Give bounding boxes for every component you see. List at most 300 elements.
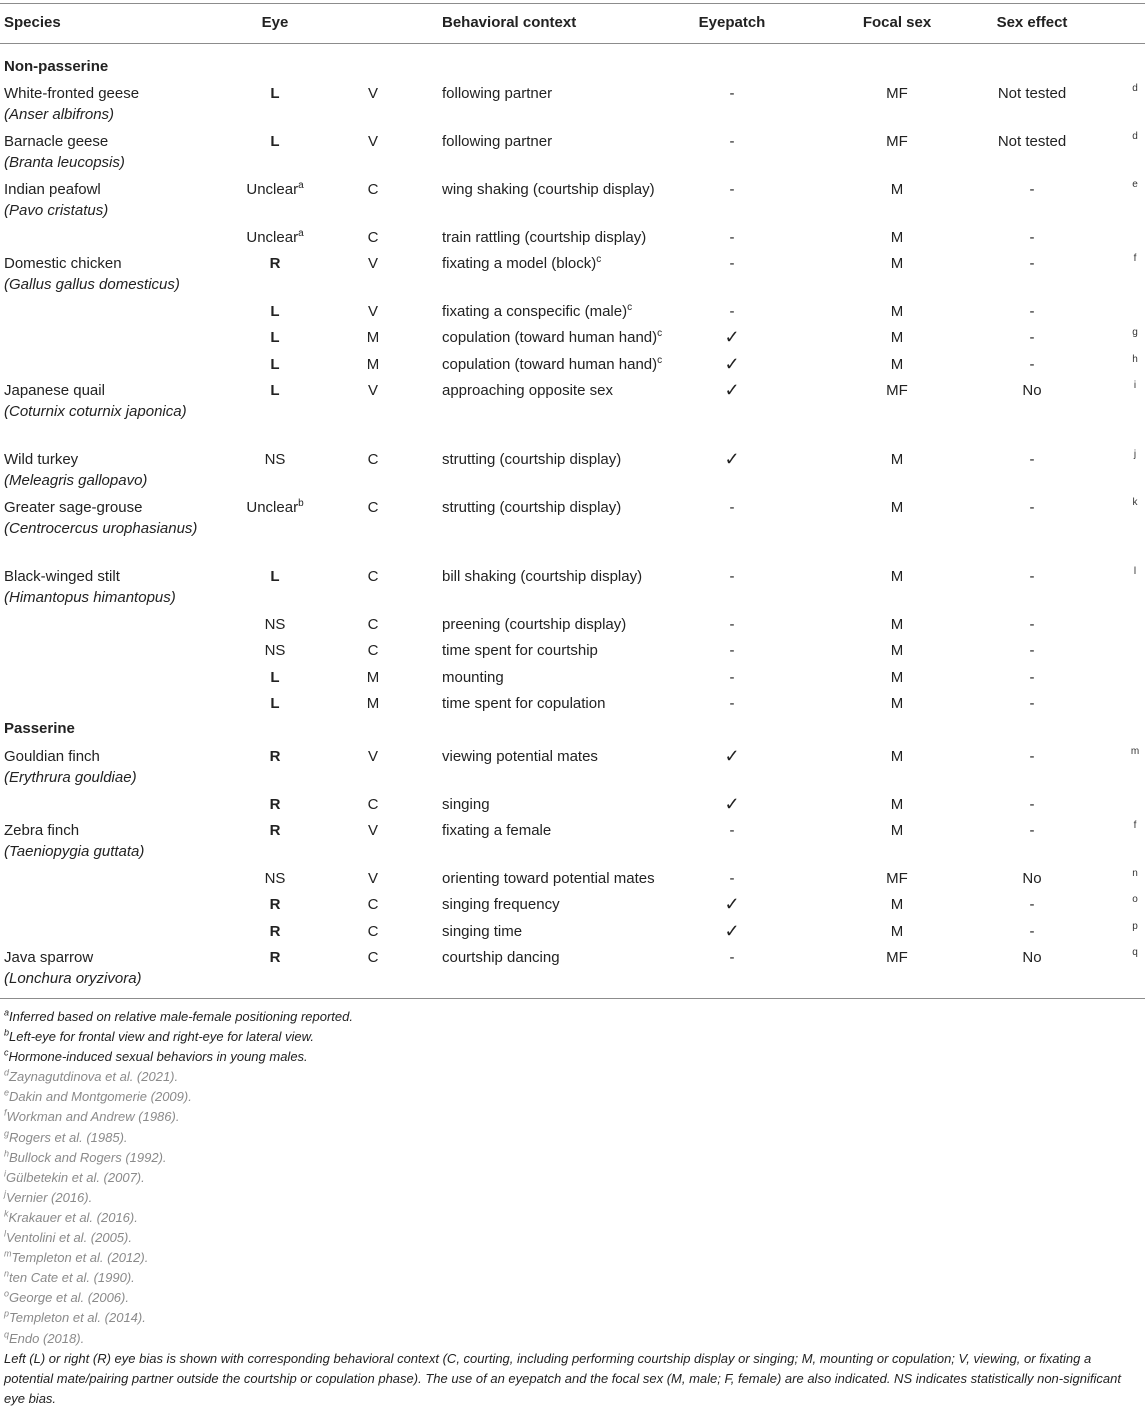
focal-sex-cell — [850, 667, 944, 688]
eye-cell-text: L — [270, 85, 280, 102]
footnote — [4, 1007, 1142, 1027]
sex-effect-cell-text: - — [1029, 695, 1035, 712]
behavioral-context-cell-text: bill shaking (courtship display) — [442, 568, 643, 585]
sex-effect-cell — [972, 746, 1092, 767]
eyepatch-cell-text: - — [729, 949, 735, 966]
eyepatch-cell — [700, 921, 764, 942]
eyepatch-cell — [700, 301, 764, 322]
context-type-cell — [350, 746, 396, 767]
species-common-name: Japanese quail — [4, 382, 105, 399]
sex-effect-cell-text: - — [1029, 923, 1035, 940]
eyepatch-cell — [700, 566, 764, 587]
footnote[interactable] — [4, 1308, 1142, 1328]
eyepatch-cell-text: - — [729, 695, 735, 712]
sex-effect-cell-text: Not tested — [997, 133, 1067, 150]
footnote[interactable] — [4, 1128, 1142, 1148]
reference-mark — [1128, 327, 1142, 339]
behavioral-context-cell — [442, 693, 605, 714]
eyepatch-cell-text: ✓ — [724, 894, 740, 914]
species-scientific-name: (Pavo cristatus) — [4, 202, 109, 219]
sex-effect-cell — [972, 868, 1092, 889]
eye-cell-text: R — [269, 796, 281, 813]
footnote[interactable] — [4, 1168, 1142, 1188]
sex-effect-cell-text: - — [1029, 642, 1035, 659]
context-type-cell — [350, 868, 396, 889]
focal-sex-cell-text: MF — [886, 870, 908, 887]
eye-cell-text: R — [269, 923, 281, 940]
sex-effect-cell-text: - — [1029, 568, 1035, 585]
behavioral-context-cell-text: approaching opposite sex — [442, 382, 613, 399]
footnotes — [4, 1007, 1142, 1409]
reference-mark — [1128, 497, 1142, 509]
eyepatch-cell — [700, 947, 764, 968]
sex-effect-cell — [972, 131, 1092, 152]
context-type-cell — [350, 921, 396, 942]
behavioral-context-cell-text: orienting toward potential mates — [442, 870, 655, 887]
sex-effect-cell-text: - — [1029, 451, 1035, 468]
reference-mark-text: e — [1132, 179, 1138, 190]
context-type-cell-text: M — [366, 669, 380, 686]
reference-mark — [1128, 83, 1142, 95]
eye-cell-text: R — [269, 822, 281, 839]
context-type-cell — [350, 640, 396, 661]
eye-cell-text: L — [270, 329, 280, 346]
eyepatch-cell-text: ✓ — [724, 921, 740, 941]
context-type-cell — [350, 227, 396, 248]
eye-cell — [230, 921, 320, 942]
focal-sex-cell-text: MF — [886, 85, 908, 102]
eyepatch-cell — [700, 380, 764, 401]
species-scientific-name: (Lonchura oryzivora) — [4, 970, 142, 987]
species-cell — [4, 179, 204, 221]
behavioral-context-cell — [442, 868, 655, 889]
eye-cell-text: Unclear — [246, 499, 299, 516]
sex-effect-cell — [972, 894, 1092, 915]
footnote-mark: p — [4, 1309, 10, 1320]
behavioral-context-cell — [442, 947, 560, 968]
footnote-text: George et al. (2006). — [9, 1290, 129, 1306]
focal-sex-cell-text: MF — [886, 382, 908, 399]
eyepatch-cell-text: ✓ — [724, 327, 740, 347]
sex-effect-cell-text: - — [1029, 896, 1035, 913]
top-rule — [0, 3, 1145, 4]
behavioral-context-cell-text: singing frequency — [442, 896, 560, 913]
context-type-cell-text: C — [367, 568, 379, 585]
eyepatch-cell — [700, 327, 764, 348]
behavioral-context-cell — [442, 497, 621, 518]
sex-effect-cell-text: - — [1029, 181, 1035, 198]
context-type-cell — [350, 449, 396, 470]
sex-effect-cell-text: Not tested — [997, 85, 1067, 102]
eye-cell — [230, 327, 320, 348]
footnote-text: ten Cate et al. (1990). — [9, 1270, 135, 1286]
behavioral-context-cell-text: viewing potential mates — [442, 748, 598, 765]
species-common-name: Barnacle geese — [4, 133, 109, 150]
eyepatch-cell — [700, 354, 764, 375]
eye-cell-text: L — [270, 669, 280, 686]
footnote-text: Hormone-induced sexual behaviors in young males. — [8, 1049, 308, 1065]
reference-mark — [1128, 253, 1142, 265]
footnote-text: Bullock and Rogers (1992). — [9, 1149, 167, 1165]
species-cell — [4, 253, 204, 295]
header-eyepatch: Eyepatch — [698, 14, 766, 31]
species-scientific-name: (Himantopus himantopus) — [4, 589, 176, 606]
reference-mark-text: h — [1132, 354, 1138, 365]
reference-mark-text: d — [1132, 83, 1138, 94]
reference-mark-text: o — [1132, 894, 1138, 905]
eyepatch-cell-text: - — [729, 133, 735, 150]
species-scientific-name: (Erythrura gouldiae) — [4, 769, 137, 786]
focal-sex-cell-text: MF — [886, 949, 908, 966]
footnote-text: Inferred based on relative male-female positioning reported. — [9, 1009, 353, 1024]
behavioral-context-cell-text: strutting (courtship display) — [442, 451, 622, 468]
eyepatch-cell — [700, 83, 764, 104]
behavioral-context-cell-text: fixating a female — [442, 822, 552, 839]
context-type-cell-text: V — [367, 255, 378, 272]
focal-sex-cell-text: M — [890, 796, 904, 813]
behavioral-context-cell-text: following partner — [442, 85, 553, 102]
focal-sex-cell — [850, 693, 944, 714]
sex-effect-cell — [972, 693, 1092, 714]
species-scientific-name: (Branta leucopsis) — [4, 154, 125, 171]
species-cell — [4, 83, 204, 125]
focal-sex-cell — [850, 354, 944, 375]
footnote-mark: k — [4, 1208, 9, 1219]
focal-sex-cell — [850, 820, 944, 841]
context-type-cell — [350, 179, 396, 200]
context-type-cell-text: C — [367, 181, 379, 198]
focal-sex-cell-text: M — [890, 748, 904, 765]
focal-sex-cell-text: M — [890, 303, 904, 320]
behavioral-context-cell-superscript: c — [657, 328, 663, 339]
context-type-cell — [350, 693, 396, 714]
sex-effect-cell — [972, 380, 1092, 401]
behavioral-context-cell — [442, 614, 626, 635]
behavioral-context-cell — [442, 746, 598, 767]
context-type-cell-text: V — [367, 382, 378, 399]
footnote-mark: d — [4, 1067, 10, 1078]
footnote-text: Ventolini et al. (2005). — [6, 1230, 132, 1246]
eye-cell — [230, 667, 320, 688]
context-type-cell-text: C — [367, 642, 379, 659]
species-cell — [4, 497, 204, 539]
footnote-mark: l — [4, 1228, 6, 1239]
footnote — [4, 1047, 1142, 1067]
eye-cell — [230, 449, 320, 470]
behavioral-context-cell-text: singing time — [442, 923, 523, 940]
behavioral-context-cell — [442, 327, 662, 348]
context-type-cell-text: V — [367, 822, 378, 839]
footnote-text: Left-eye for frontal view and right-eye for lateral view. — [9, 1029, 314, 1045]
sex-effect-cell — [972, 947, 1092, 968]
context-type-cell — [350, 327, 396, 348]
footnote[interactable] — [4, 1228, 1142, 1248]
behavioral-context-cell — [442, 449, 621, 470]
footnote-text: Gülbetekin et al. (2007). — [6, 1169, 145, 1185]
reference-mark-text: l — [1133, 566, 1137, 577]
species-cell — [4, 820, 204, 862]
eyepatch-cell-text: - — [729, 822, 735, 839]
eye-cell-superscript: a — [298, 228, 304, 239]
context-type-cell-text: V — [367, 748, 378, 765]
focal-sex-cell — [850, 640, 944, 661]
context-type-cell-text: C — [367, 796, 379, 813]
focal-sex-cell — [850, 131, 944, 152]
focal-sex-cell-text: M — [890, 255, 904, 272]
behavioral-context-cell-text: fixating a model (block) — [442, 255, 597, 272]
reference-mark — [1128, 868, 1142, 880]
species-common-name: Zebra finch — [4, 822, 80, 839]
context-type-cell — [350, 614, 396, 635]
footnote-text: Krakauer et al. (2016). — [8, 1209, 138, 1225]
eyepatch-cell-text: - — [729, 229, 735, 246]
focal-sex-cell-text: M — [890, 822, 904, 839]
eye-cell — [230, 693, 320, 714]
focal-sex-cell-text: M — [890, 229, 904, 246]
eye-cell-superscript: a — [298, 180, 304, 191]
context-type-cell-text: V — [367, 870, 378, 887]
footnote[interactable] — [4, 1268, 1142, 1288]
focal-sex-cell — [850, 746, 944, 767]
footnote[interactable] — [4, 1087, 1142, 1107]
eyepatch-cell — [700, 131, 764, 152]
context-type-cell — [350, 253, 396, 274]
context-type-cell — [350, 354, 396, 375]
eye-cell-text: L — [270, 356, 280, 373]
context-type-cell — [350, 497, 396, 518]
eye-cell-text: R — [269, 949, 281, 966]
species-common-name: White-fronted geese — [4, 85, 140, 102]
behavioral-context-cell — [442, 820, 551, 841]
eye-cell-text: R — [269, 896, 281, 913]
focal-sex-cell — [850, 380, 944, 401]
focal-sex-cell — [850, 449, 944, 470]
species-common-name: Domestic chicken — [4, 255, 122, 272]
sex-effect-cell — [972, 640, 1092, 661]
eye-cell-text: R — [269, 748, 281, 765]
behavioral-context-cell — [442, 894, 560, 915]
context-type-cell-text: V — [367, 133, 378, 150]
focal-sex-cell — [850, 894, 944, 915]
behavioral-context-cell — [442, 380, 613, 401]
context-type-cell-text: C — [367, 616, 379, 633]
behavioral-context-cell-text: preening (courtship display) — [442, 616, 627, 633]
eye-cell — [230, 746, 320, 767]
behavioral-context-cell — [442, 921, 522, 942]
footnote-text: Vernier (2016). — [6, 1189, 93, 1205]
eye-cell — [230, 820, 320, 841]
eye-cell-text: L — [270, 695, 280, 712]
sex-effect-cell-text: - — [1029, 669, 1035, 686]
bottom-rule — [0, 998, 1145, 999]
focal-sex-cell — [850, 868, 944, 889]
eye-cell — [230, 868, 320, 889]
species-cell — [4, 380, 204, 422]
footnote[interactable] — [4, 1288, 1142, 1308]
focal-sex-cell — [850, 794, 944, 815]
focal-sex-cell-text: M — [890, 329, 904, 346]
species-common-name: Greater sage-grouse — [4, 499, 143, 516]
eyepatch-cell — [700, 179, 764, 200]
reference-mark — [1128, 921, 1142, 933]
reference-mark-text: n — [1132, 868, 1138, 879]
species-common-name: Java sparrow — [4, 949, 94, 966]
context-type-cell — [350, 566, 396, 587]
context-type-cell-text: V — [367, 303, 378, 320]
sex-effect-cell — [972, 327, 1092, 348]
footnote[interactable] — [4, 1067, 1142, 1087]
eye-cell — [230, 947, 320, 968]
behavioral-context-cell — [442, 566, 642, 587]
eyepatch-cell — [700, 227, 764, 248]
behavioral-context-cell — [442, 83, 552, 104]
eye-cell — [230, 227, 320, 248]
eye-cell — [230, 566, 320, 587]
footnote-text: Workman and Andrew (1986). — [6, 1109, 180, 1125]
sex-effect-cell-text: No — [1022, 382, 1042, 399]
species-scientific-name: (Centrocercus urophasianus) — [4, 520, 198, 537]
eyepatch-cell-text: - — [729, 616, 735, 633]
focal-sex-cell-text: MF — [886, 133, 908, 150]
reference-mark-text: g — [1132, 327, 1138, 338]
species-cell — [4, 131, 204, 173]
header-rule — [0, 43, 1145, 44]
behavioral-context-cell-text: time spent for courtship — [442, 642, 598, 659]
reference-mark — [1128, 380, 1142, 392]
behavioral-context-cell — [442, 227, 646, 248]
focal-sex-cell-text: M — [890, 356, 904, 373]
context-type-cell-text: C — [367, 896, 379, 913]
eyepatch-cell-text: - — [729, 255, 735, 272]
sex-effect-cell-text: No — [1022, 870, 1042, 887]
footnote-text: Templeton et al. (2012). — [11, 1250, 149, 1266]
sex-effect-cell-text: - — [1029, 329, 1035, 346]
footnote-list — [4, 1007, 1142, 1349]
eyepatch-cell-text: ✓ — [724, 449, 740, 469]
eyepatch-cell-text: - — [729, 499, 735, 516]
footnote-mark: c — [4, 1047, 9, 1058]
context-type-cell — [350, 380, 396, 401]
focal-sex-cell — [850, 614, 944, 635]
footnote[interactable] — [4, 1148, 1142, 1168]
sex-effect-cell — [972, 921, 1092, 942]
footnote-mark: n — [4, 1268, 10, 1279]
eyepatch-cell — [700, 693, 764, 714]
eyepatch-cell-text: ✓ — [724, 794, 740, 814]
eyepatch-cell-text: - — [729, 568, 735, 585]
footnote[interactable] — [4, 1188, 1142, 1208]
reference-mark-text: f — [1133, 253, 1137, 264]
focal-sex-cell — [850, 947, 944, 968]
eyepatch-cell — [700, 794, 764, 815]
focal-sex-cell-text: M — [890, 923, 904, 940]
reference-mark — [1128, 131, 1142, 143]
context-type-cell — [350, 820, 396, 841]
behavioral-context-cell — [442, 667, 504, 688]
footnote-mark: b — [4, 1027, 10, 1038]
sex-effect-cell — [972, 253, 1092, 274]
footnote[interactable] — [4, 1248, 1142, 1268]
focal-sex-cell — [850, 497, 944, 518]
context-type-cell-text: C — [367, 923, 379, 940]
context-type-cell-text: M — [366, 356, 380, 373]
behavioral-context-cell-text: courtship dancing — [442, 949, 560, 966]
context-type-cell — [350, 131, 396, 152]
focal-sex-cell — [850, 921, 944, 942]
context-type-cell-text: M — [366, 695, 380, 712]
eyepatch-cell — [700, 894, 764, 915]
eye-cell-text: NS — [264, 616, 286, 633]
eyepatch-cell — [700, 497, 764, 518]
footnote[interactable] — [4, 1107, 1142, 1127]
eye-cell — [230, 640, 320, 661]
behavioral-context-cell — [442, 131, 552, 152]
sex-effect-cell-text: - — [1029, 255, 1035, 272]
eye-cell — [230, 301, 320, 322]
sex-effect-cell — [972, 566, 1092, 587]
focal-sex-cell-text: M — [890, 695, 904, 712]
focal-sex-cell — [850, 83, 944, 104]
reference-mark — [1128, 947, 1142, 959]
reference-mark-text: p — [1132, 921, 1138, 932]
sex-effect-cell — [972, 497, 1092, 518]
section-passerine: Passerine — [4, 720, 75, 737]
context-type-cell — [350, 83, 396, 104]
behavioral-context-cell — [442, 179, 655, 200]
species-common-name: Wild turkey — [4, 451, 79, 468]
eyepatch-cell — [700, 449, 764, 470]
context-type-cell-text: C — [367, 229, 379, 246]
header-context: Behavioral context — [442, 14, 577, 31]
species-scientific-name: (Gallus gallus domesticus) — [4, 276, 180, 293]
context-type-cell — [350, 794, 396, 815]
context-type-cell-text: V — [367, 85, 378, 102]
header-focal-sex: Focal sex — [862, 14, 932, 31]
context-type-cell-text: M — [366, 329, 380, 346]
reference-mark-text: q — [1132, 947, 1138, 958]
eyepatch-cell-text: ✓ — [724, 746, 740, 766]
footnote-mark: m — [4, 1248, 12, 1259]
eyepatch-cell-text: - — [729, 181, 735, 198]
focal-sex-cell — [850, 227, 944, 248]
eyepatch-cell — [700, 820, 764, 841]
reference-mark-text: f — [1133, 820, 1137, 831]
behavioral-context-cell-text: copulation (toward human hand) — [442, 356, 658, 373]
footnote-mark: o — [4, 1288, 10, 1299]
eyepatch-cell — [700, 868, 764, 889]
header-sex-effect: Sex effect — [996, 14, 1068, 31]
footnote[interactable] — [4, 1329, 1142, 1349]
footnote[interactable] — [4, 1208, 1142, 1228]
focal-sex-cell-text: M — [890, 451, 904, 468]
eye-cell-text: L — [270, 303, 280, 320]
behavioral-context-cell — [442, 640, 598, 661]
behavioral-context-cell-text: time spent for copulation — [442, 695, 606, 712]
species-common-name: Black-winged stilt — [4, 568, 120, 585]
eye-cell — [230, 614, 320, 635]
species-scientific-name: (Coturnix coturnix japonica) — [4, 403, 187, 420]
sex-effect-cell — [972, 179, 1092, 200]
focal-sex-cell-text: M — [890, 568, 904, 585]
sex-effect-cell-text: - — [1029, 616, 1035, 633]
eye-cell-text: Unclear — [246, 229, 299, 246]
eyepatch-cell — [700, 746, 764, 767]
behavioral-context-cell — [442, 354, 662, 375]
behavioral-context-cell-superscript: c — [657, 355, 663, 366]
behavioral-context-cell-text: strutting (courtship display) — [442, 499, 622, 516]
eye-cell — [230, 179, 320, 200]
behavioral-context-cell — [442, 794, 490, 815]
